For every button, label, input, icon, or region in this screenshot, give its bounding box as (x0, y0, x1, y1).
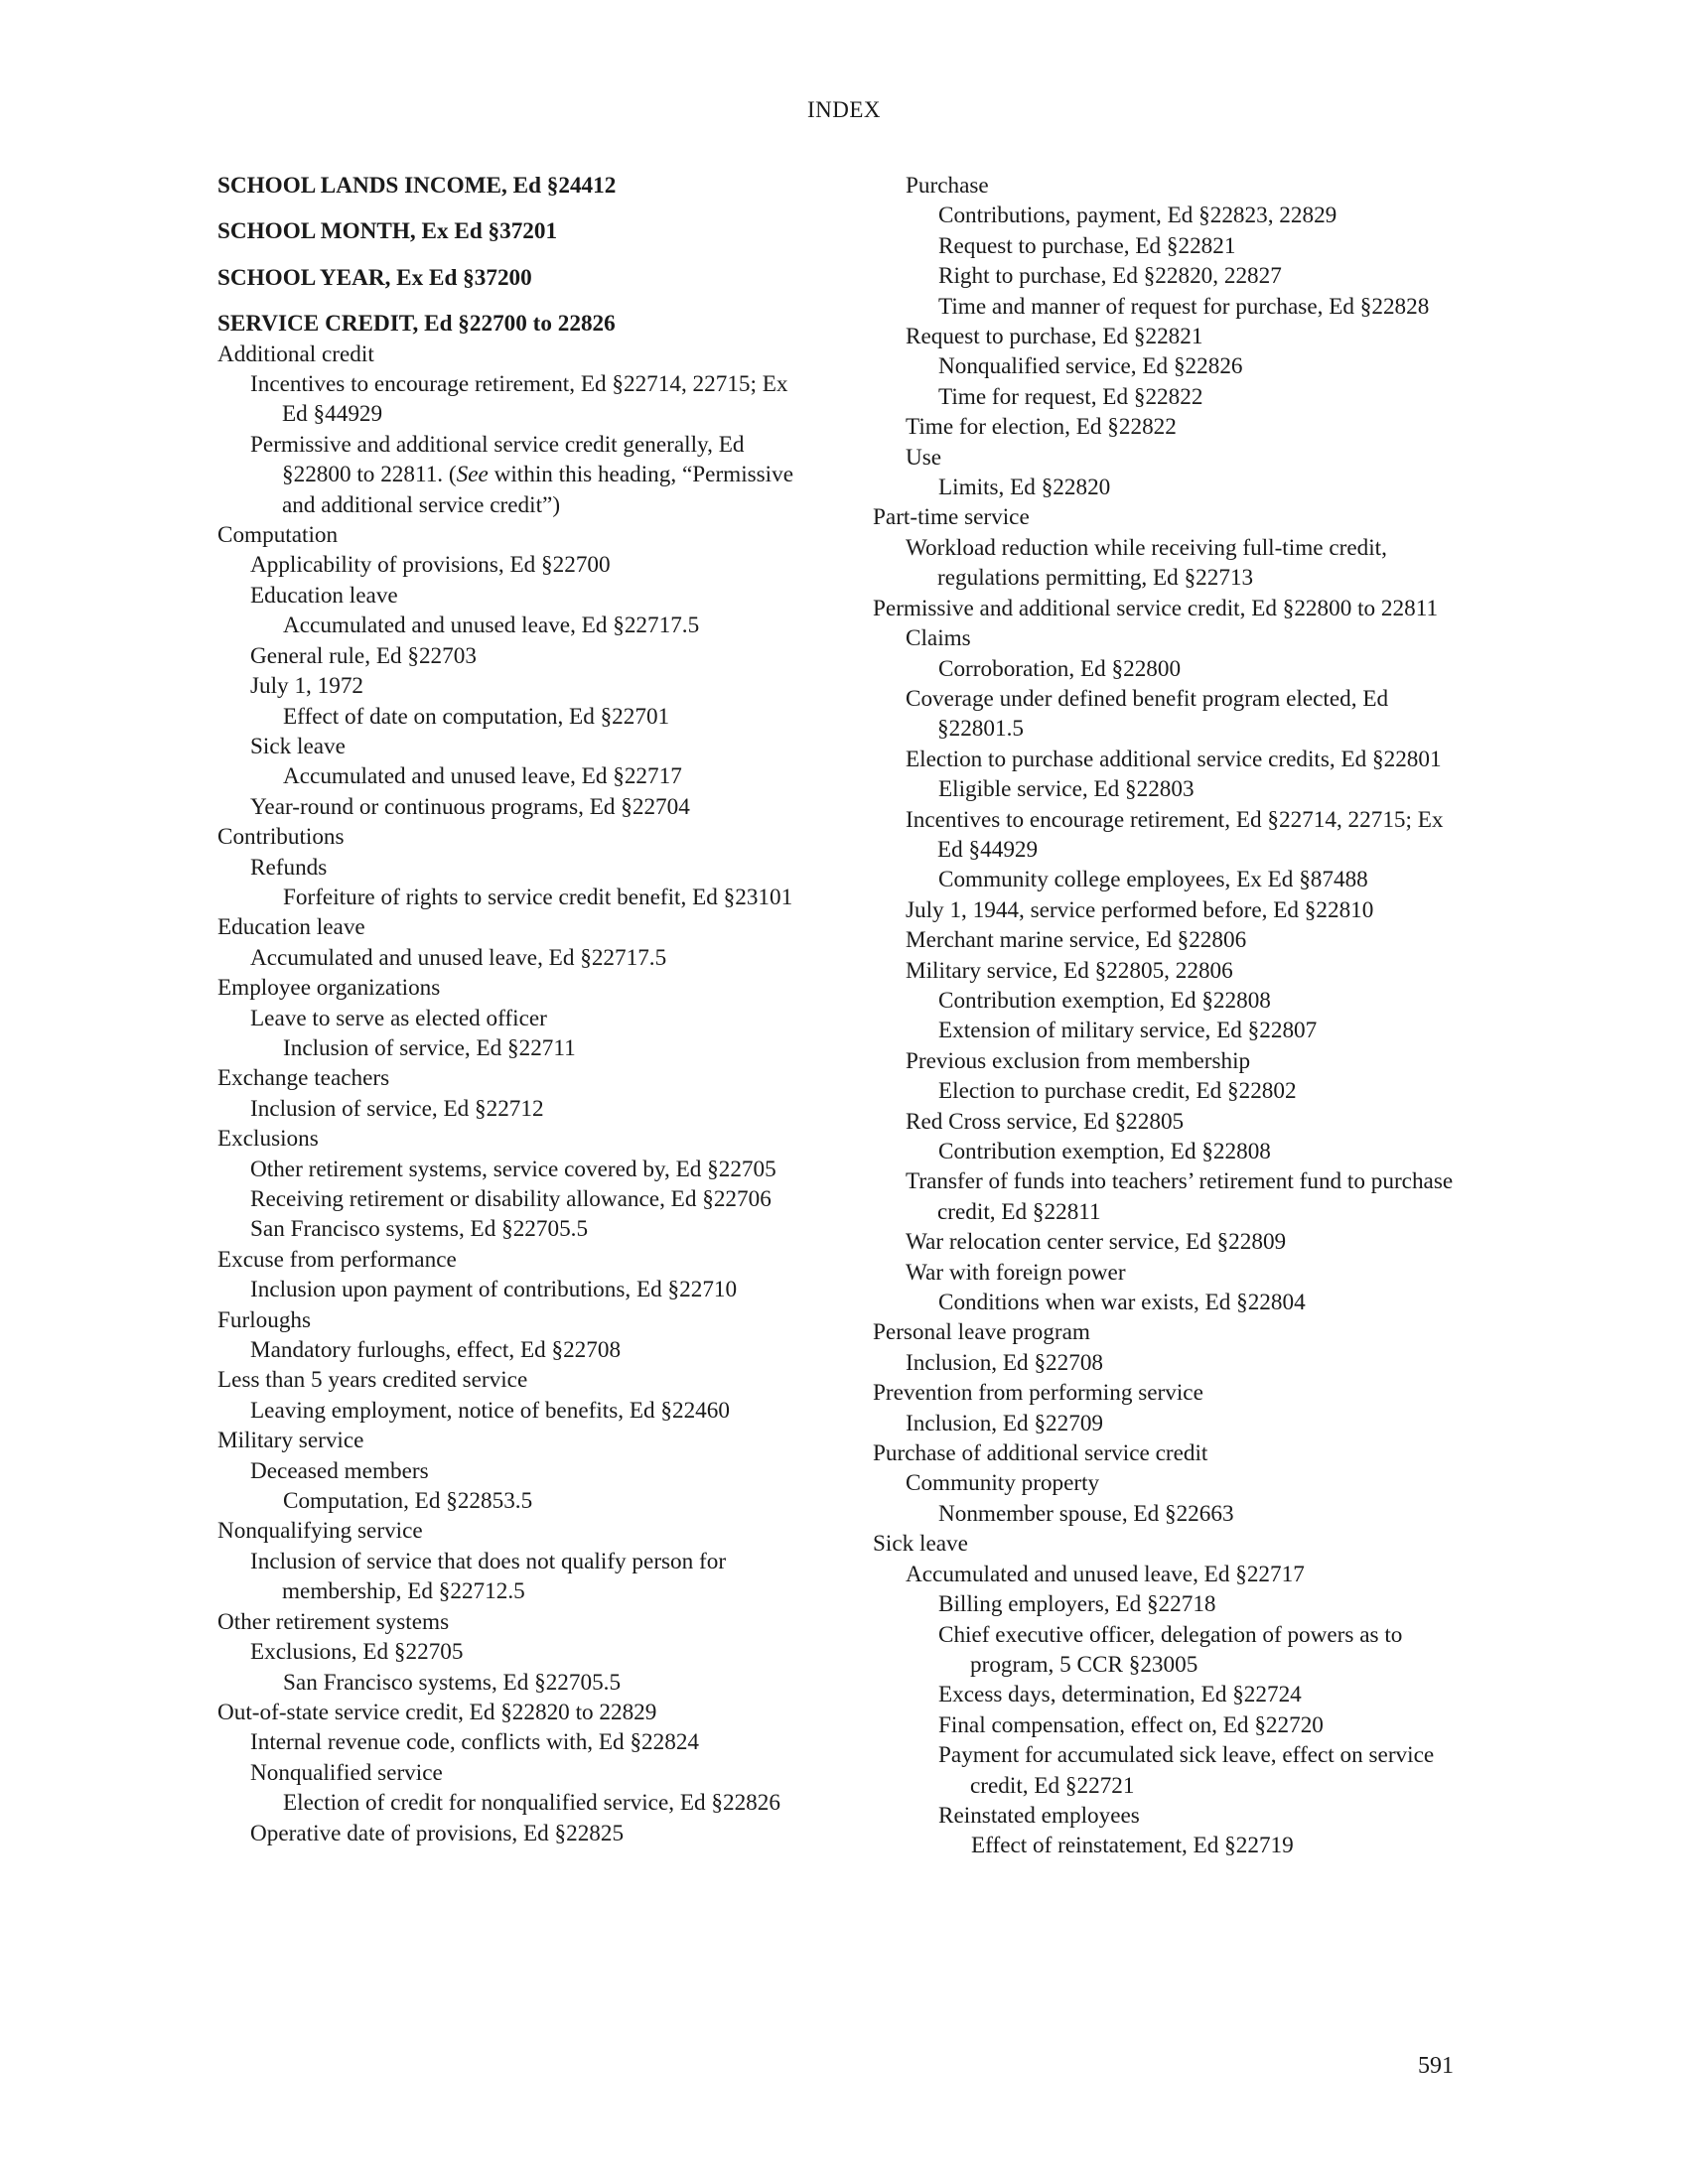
index-entry: Transfer of funds into teachers’ retirement fund to purchase credit, Ed §22811 (906, 1168, 1454, 1225)
index-entry: Chief executive officer, delegation of powers as to program, 5 CCR §23005 (938, 1621, 1403, 1678)
index-entry: Effect of reinstatement, Ed §22719 (971, 1833, 1294, 1859)
index-entry: Contribution exemption, Ed §22808 (938, 987, 1271, 1014)
index-entry: Mandatory furloughs, effect, Ed §22708 (250, 1337, 622, 1364)
index-entry: Contributions, payment, Ed §22823, 22829 (938, 203, 1337, 229)
index-entry: Nonmember spouse, Ed §22663 (938, 1500, 1234, 1527)
index-entry: Effect of date on computation, Ed §22701 (283, 703, 670, 730)
index-column-right (873, 171, 1469, 1861)
index-entry: Nonqualified service, Ed §22826 (938, 353, 1243, 380)
index-entry: Coverage under defined benefit program elected, Ed §22801.5 (906, 685, 1389, 743)
index-entry: Operative date of provisions, Ed §22825 (250, 1820, 625, 1846)
index-entry: Contribution exemption, Ed §22808 (938, 1139, 1271, 1164)
index-column-left (217, 171, 813, 1848)
index-entry: Excuse from performance (217, 1246, 457, 1273)
index-entry: Time for request, Ed §22822 (938, 383, 1203, 410)
index-entry: Election to purchase credit, Ed §22802 (938, 1078, 1297, 1105)
index-entry: Incentives to encourage retirement, Ed §22714, 22715; Ex Ed §44929 (250, 371, 788, 428)
index-entry: Extension of military service, Ed §22807 (938, 1018, 1318, 1044)
index-entry: Merchant marine service, Ed §22806 (906, 927, 1247, 954)
index-entry: Internal revenue code, conflicts with, Ed §22824 (250, 1729, 700, 1756)
index-entry: Time for election, Ed §22822 (906, 414, 1177, 441)
index-entry: Year-round or continuous programs, Ed §22704 (250, 793, 690, 820)
index-entry: Accumulated and unused leave, Ed §22717.5 (250, 944, 667, 971)
index-entry: Inclusion, Ed §22709 (906, 1410, 1104, 1436)
index-entry: Forfeiture of rights to service credit benefit, Ed §23101 (283, 884, 793, 910)
index-entry: Inclusion of service, Ed §22712 (250, 1095, 544, 1122)
index-entry: Less than 5 years credited service (217, 1367, 528, 1394)
index-entry: Education leave (250, 582, 398, 609)
index-entry: Permissive and additional service credit generally, Ed §22800 to 22811. (See within this heading, “Permissive and additional service credit”) (250, 431, 794, 518)
index-entry: Computation (217, 522, 339, 549)
index-entry: Leaving employment, notice of benefits, Ed §22460 (250, 1397, 730, 1424)
index-entry: Use (906, 444, 942, 471)
index-entry: Accumulated and unused leave, Ed §22717 (283, 763, 682, 790)
index-entry: San Francisco systems, Ed §22705.5 (250, 1216, 589, 1243)
index-main-heading: SCHOOL MONTH, Ex Ed §37201 (217, 218, 558, 245)
index-entry: Applicability of provisions, Ed §22700 (250, 552, 611, 579)
index-entry: Final compensation, effect on, Ed §22720 (938, 1711, 1324, 1738)
page-number: 591 (1418, 2053, 1454, 2079)
index-entry: Personal leave program (873, 1319, 1090, 1346)
index-entry: Conditions when war exists, Ed §22804 (938, 1290, 1306, 1316)
index-entry: Military service (217, 1428, 364, 1454)
index-entry: San Francisco systems, Ed §22705.5 (283, 1669, 622, 1696)
index-entry: Community property (906, 1470, 1100, 1497)
index-entry: Time and manner of request for purchase, Ed §22828 (938, 293, 1430, 320)
index-entry: Prevention from performing service (873, 1380, 1203, 1407)
index-main-heading: SERVICE CREDIT, Ed §22700 to 22826 (217, 311, 616, 338)
index-main-heading: SCHOOL LANDS INCOME, Ed §24412 (217, 173, 617, 199)
index-entry: Sick leave (250, 733, 346, 759)
index-entry: Out-of-state service credit, Ed §22820 to 22829 (217, 1699, 657, 1725)
index-entry: Previous exclusion from membership (906, 1047, 1251, 1074)
index-entry: Other retirement systems (217, 1608, 450, 1635)
index-entry: Workload reduction while receiving full-time credit, regulations permitting, Ed §22713 (906, 534, 1387, 592)
index-entry: Election to purchase additional service credits, Ed §22801 (906, 746, 1442, 772)
index-entry: Computation, Ed §22853.5 (283, 1488, 533, 1515)
index-entry: Contributions (217, 824, 345, 851)
page-header: INDEX (806, 97, 882, 122)
index-entry: Part-time service (873, 504, 1030, 531)
index-entry: Refunds (250, 854, 328, 881)
index-entry: Other retirement systems, service covered by, Ed §22705 (250, 1156, 776, 1182)
index-entry: Nonqualified service (250, 1759, 443, 1786)
index-entry: Request to purchase, Ed §22821 (938, 232, 1236, 259)
index-entry: Deceased members (250, 1457, 429, 1484)
index-entry: Request to purchase, Ed §22821 (906, 324, 1203, 350)
index-entry: Corroboration, Ed §22800 (938, 655, 1182, 682)
index-entry: Leave to serve as elected officer (250, 1005, 547, 1031)
index-entry: July 1, 1972 (250, 673, 364, 700)
index-entry: Furloughs (217, 1306, 312, 1333)
index-entry: Reinstated employees (938, 1802, 1140, 1829)
index-entry: Permissive and additional service credit, Ed §22800 to 22811 (873, 595, 1439, 621)
index-entry: Employee organizations (217, 975, 441, 1002)
index-main-heading: SCHOOL YEAR, Ex Ed §37200 (217, 264, 532, 291)
index-entry: Red Cross service, Ed §22805 (906, 1108, 1185, 1135)
index-entry: Accumulated and unused leave, Ed §22717.5 (283, 613, 700, 639)
index-entry: Incentives to encourage retirement, Ed §22714, 22715; Ex Ed §44929 (906, 806, 1444, 863)
index-entry: Exclusions (217, 1126, 319, 1153)
index-entry: Purchase of additional service credit (873, 1440, 1208, 1467)
index-entry: Community college employees, Ex Ed §87488 (938, 867, 1368, 893)
index-entry: Accumulated and unused leave, Ed §22717 (906, 1561, 1305, 1587)
index-entry: Receiving retirement or disability allowance, Ed §22706 (250, 1186, 772, 1212)
index-entry: Eligible service, Ed §22803 (938, 776, 1195, 803)
index-entry: Election of credit for nonqualified service, Ed §22826 (283, 1790, 780, 1817)
index-entry: Exclusions, Ed §22705 (250, 1639, 464, 1666)
index-entry: July 1, 1944, service performed before, Ed §22810 (906, 896, 1374, 923)
index-entry: Limits, Ed §22820 (938, 475, 1111, 501)
index-entry: War relocation center service, Ed §22809 (906, 1229, 1287, 1256)
index-entry: Payment for accumulated sick leave, effect on service credit, Ed §22721 (938, 1742, 1435, 1799)
index-entry: Exchange teachers (217, 1065, 390, 1092)
index-entry: Purchase (906, 173, 989, 199)
index-entry: Inclusion of service that does not qualify person for membership, Ed §22712.5 (250, 1548, 727, 1605)
index-entry: Nonqualifying service (217, 1518, 423, 1545)
index-entry: Inclusion upon payment of contributions, Ed §22710 (250, 1277, 738, 1303)
index-entry: Additional credit (217, 341, 374, 367)
index-entry: Sick leave (873, 1531, 968, 1558)
index-entry: Right to purchase, Ed §22820, 22827 (938, 263, 1282, 290)
index-entry: Education leave (217, 914, 365, 941)
index-entry: Billing employers, Ed §22718 (938, 1591, 1216, 1618)
index-entry: Claims (906, 625, 971, 652)
index-entry: War with foreign power (906, 1259, 1126, 1286)
see-reference: See (456, 462, 489, 488)
index-entry: General rule, Ed §22703 (250, 642, 477, 669)
index-entry: Inclusion, Ed §22708 (906, 1349, 1104, 1376)
index-entry: Inclusion of service, Ed §22711 (283, 1034, 576, 1061)
index-entry: Excess days, determination, Ed §22724 (938, 1682, 1302, 1708)
index-entry: Military service, Ed §22805, 22806 (906, 957, 1233, 984)
